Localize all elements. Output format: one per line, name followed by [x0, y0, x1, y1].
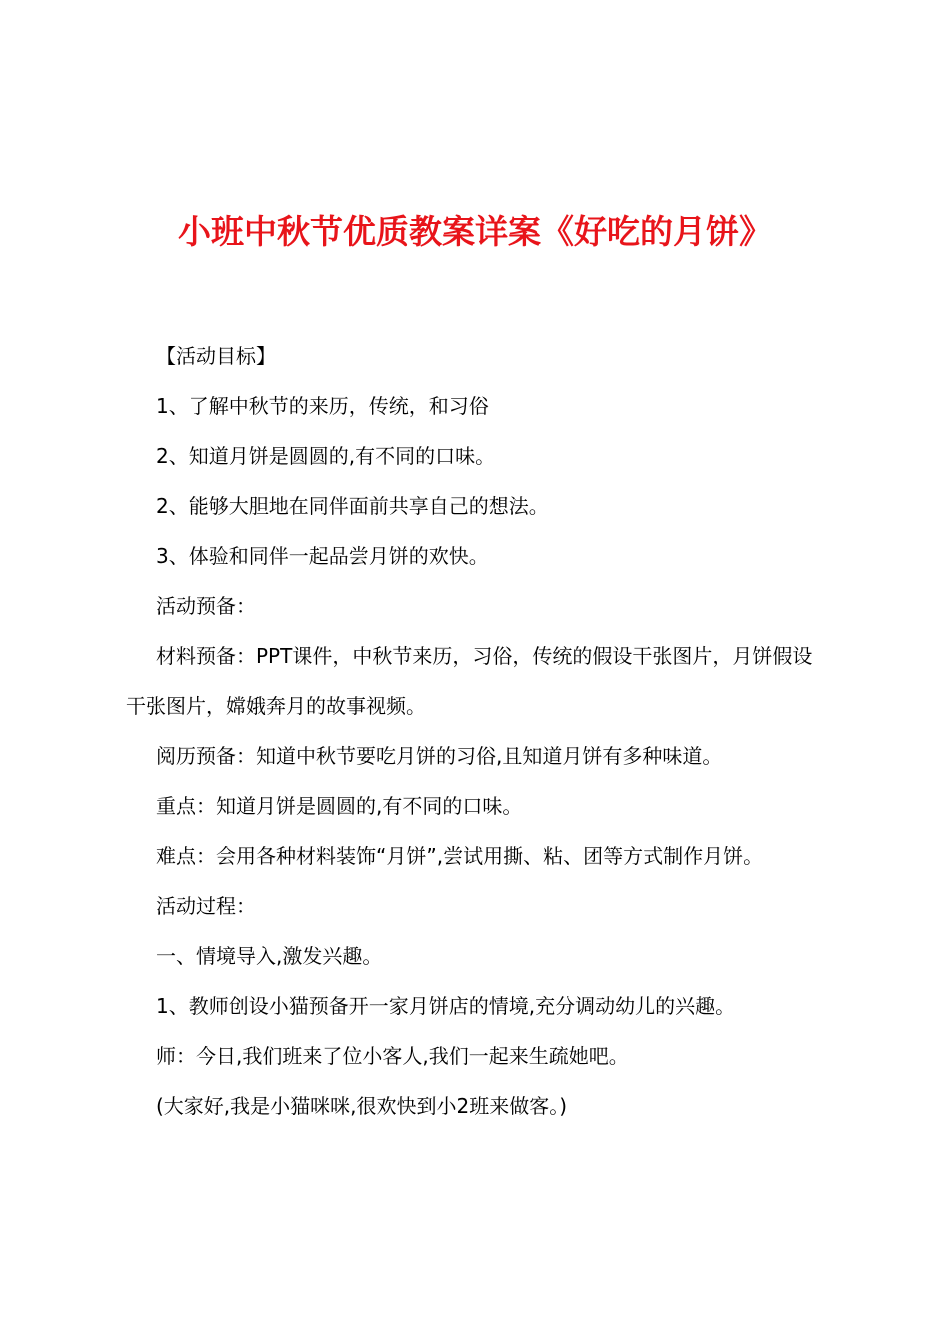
paragraph-key-point: 重点：知道月饼是圆圆的,有不同的口味。: [156, 794, 523, 818]
paragraph-material-preparation: 材料预备：PPT课件，中秋节来历，习俗，传统的假设干张图片，月饼假设干张图片，嫦娥奔月的故事视频。: [126, 644, 813, 718]
paragraph-step-1: 一、情境导入,激发兴趣。: [156, 944, 383, 968]
document-title: 小班中秋节优质教案详案《好吃的月饼》: [178, 212, 772, 251]
paragraph-goal-1: 1、了解中秋节的来历，传统，和习俗: [156, 394, 489, 418]
paragraph-preparation-heading: 活动预备：: [156, 594, 256, 618]
paragraph-difficulty: 难点：会用各种材料装饰“月饼”,尝试用撕、粘、团等方式制作月饼。: [156, 844, 764, 868]
paragraph-goal-4: 3、体验和同伴一起品尝月饼的欢快。: [156, 544, 489, 568]
paragraph-teacher-line: 师：今日,我们班来了位小客人,我们一起来生疏她吧。: [156, 1044, 629, 1068]
paragraph-process-heading: 活动过程：: [156, 894, 256, 918]
paragraph-experience-preparation: 阅历预备：知道中秋节要吃月饼的习俗,且知道月饼有多种味道。: [156, 744, 723, 768]
document-body: [126, 331, 832, 1131]
paragraph-step-1-1: 1、教师创设小猫预备开一家月饼店的情境,充分调动幼儿的兴趣。: [156, 994, 736, 1018]
paragraph-goal-2: 2、知道月饼是圆圆的,有不同的口味。: [156, 444, 496, 468]
paragraph-goal-3: 2、能够大胆地在同伴面前共享自己的想法。: [156, 494, 549, 518]
paragraph-section-heading-goals: 【活动目标】: [156, 344, 276, 368]
paragraph-cat-line: (大家好,我是小猫咪咪,很欢快到小2班来做客。): [156, 1094, 568, 1118]
